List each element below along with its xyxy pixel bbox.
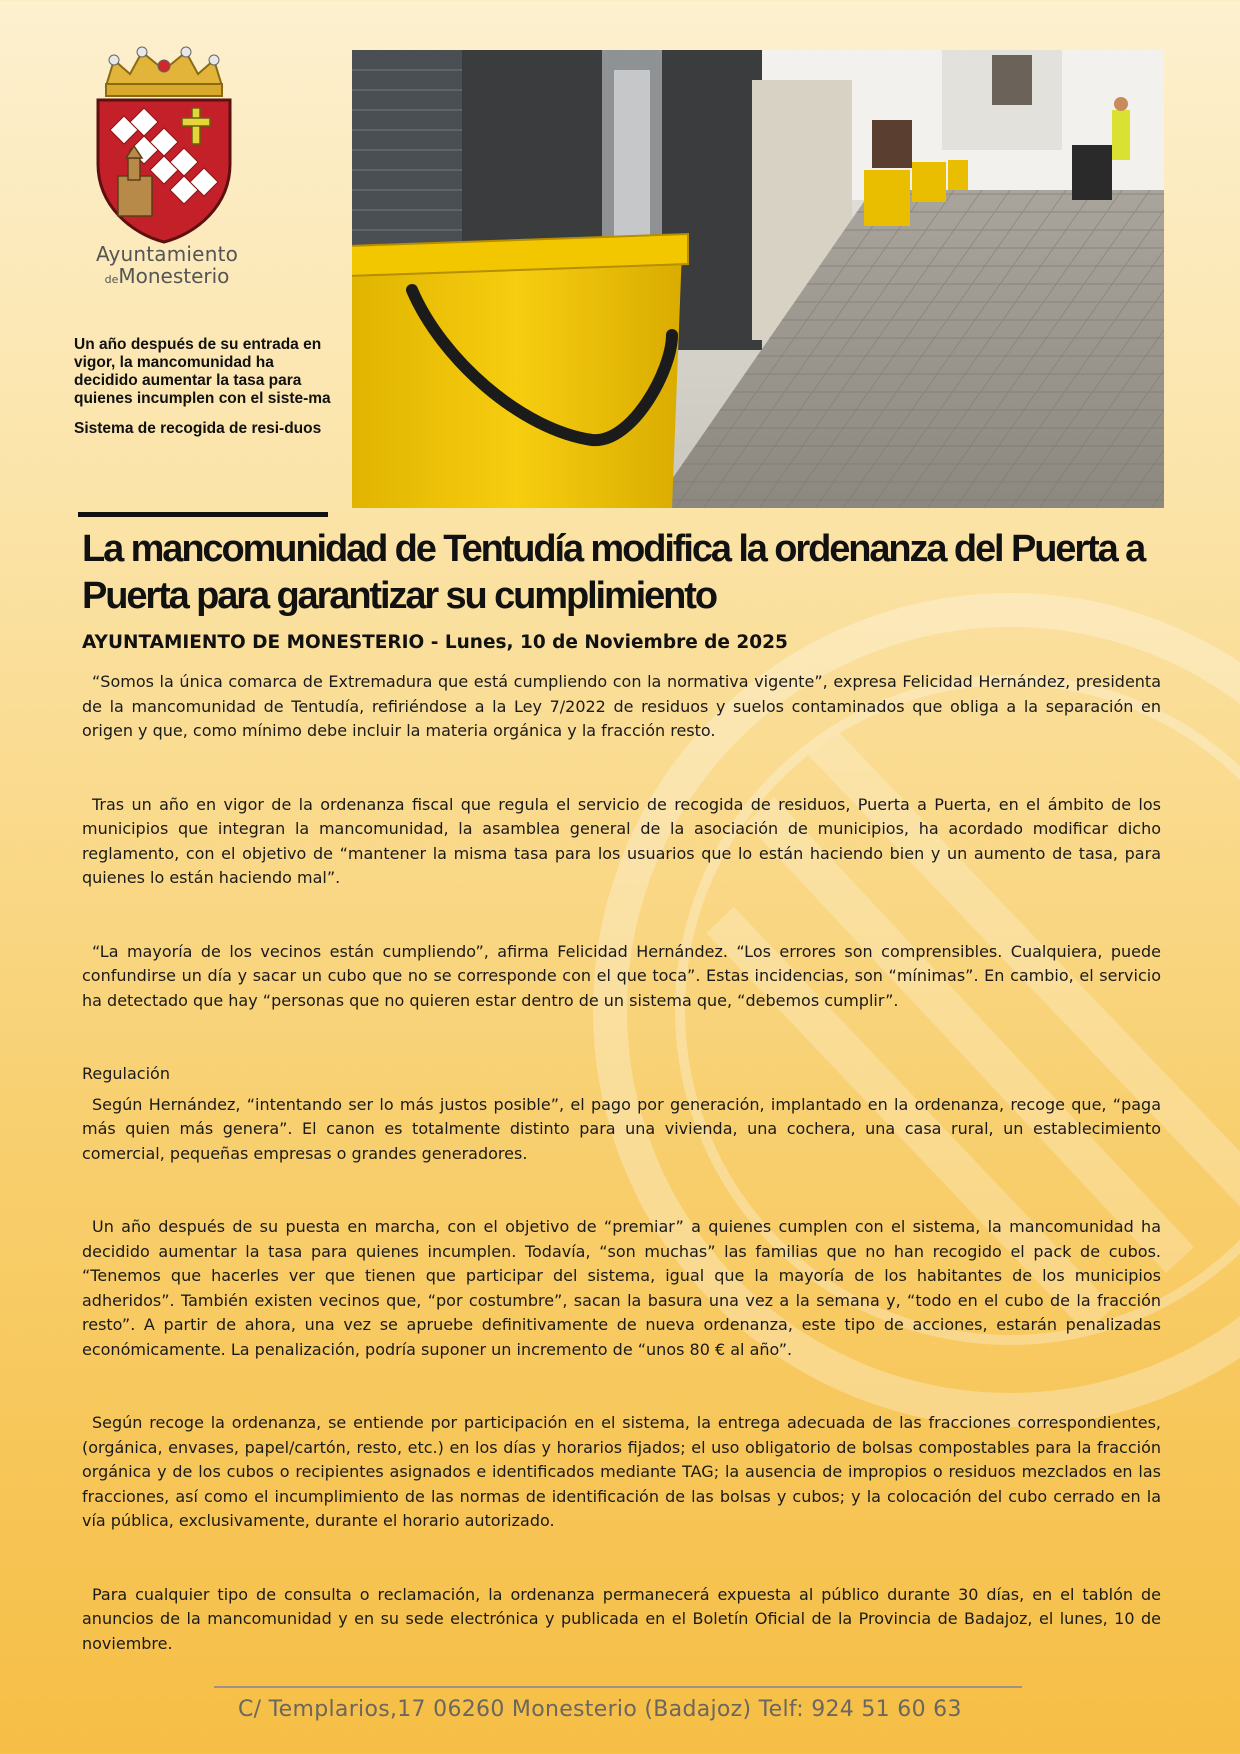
logo-text-monesterio	[92, 264, 242, 288]
headline-rule	[78, 512, 328, 517]
yellow-bin-street-photo	[352, 50, 1164, 508]
kicker-section: Sistema de recogida de resi-duos	[74, 420, 322, 437]
kicker-summary: Un año después de su entrada en vigor, la mancomunidad ha decidido aumentar la tasa para quienes incumplen con el siste-ma	[74, 336, 331, 407]
article-byline: AYUNTAMIENTO DE MONESTERIO - Lunes, 10 de Noviembre de 2025	[82, 632, 788, 653]
article-paragraph: “La mayoría de los vecinos están cumpliendo”, afirma Felicidad Hernández. “Los errores son comprensibles. Cualquiera, puede confundirse un día y sacar un cubo que no se corresponde con el que toca”. Estas incidencias, son “mínimas”. En cambio, el servicio ha detectado que hay “personas que no quieren estar dentro de un sistema que, “debemos cumplir”.	[82, 941, 1161, 1010]
article-paragraph: Según Hernández, “intentando ser lo más justos posible”, el pago por generación, implantado en la ordenanza, recoge que, “paga más quien más genera”. El canon es totalmente distinto para una vivienda, una cochera, una casa rural, un establecimiento comercial, pequeñas empresas o grandes generadores.	[82, 1094, 1161, 1163]
municipality-logo	[84, 46, 244, 296]
logo-text-ayuntamiento: Ayuntamiento	[95, 242, 239, 266]
article-photo	[352, 50, 1164, 508]
footer-divider	[214, 1686, 1022, 1688]
article-paragraph: Un año después de su puesta en marcha, con el objetivo de “premiar” a quienes cumplen con el sistema, la mancomunidad ha decidido aumentar la tasa para quienes incumplen. Todavía, “son muchas” las familias que no han recogido el pack de cubos. “Tenemos que hacerles ver que tienen que participar del sistema, igual que la mayoría de los habitantes de los municipios adheridos”. También existen vecinos que, “por costumbre”, sacan la basura una vez a la semana y, “todo en el cubo de la fracción resto”. A partir de ahora, una vez se apruebe definitivamente de nueva ordenanza, este tipo de acciones, estarán penalizadas económicamente. La penalización, podría suponer un incremento de “unos 80 € al año”.	[82, 1217, 1161, 1359]
article-paragraph: Según recoge la ordenanza, se entiende por participación en el sistema, la entrega adecuada de las fracciones correspondientes, (orgánica, envases, papel/cartón, resto, etc.) en los días y horarios fijados; el uso obligatorio de bolsas compostables para la fracción orgánica y de los cubos o recipientes asignados e identificados mediante TAG; la ausencia de impropios o residuos mezclados en las fracciones, así como el incumplimiento de las normas de identificación de las bolsas y cubos; y la colocación del cubo cerrado en la vía pública, exclusivamente, durante el horario autorizado.	[82, 1413, 1161, 1530]
article-headline: La mancomunidad de Tentudía modifica la ordenanza del Puerta a Puerta para garantizar su cumplimiento	[82, 528, 1145, 617]
footer-address: C/ Templarios,17 06260 Monesterio (Badajoz) Telf: 924 51 60 63	[238, 1697, 962, 1722]
article-paragraph: Para cualquier tipo de consulta o reclamación, la ordenanza permanecerá expuesta al público durante 30 días, en el tablón de anuncios de la mancomunidad y en su sede electrónica y publicada en el Boletín Oficial de la Provincia de Badajoz, el lunes, 10 de noviembre.	[82, 1584, 1161, 1653]
article-subheading: Regulación	[82, 1064, 170, 1083]
article-body	[82, 670, 1161, 1656]
logo-text-de: de	[104, 273, 119, 286]
article-paragraph: Tras un año en vigor de la ordenanza fiscal que regula el servicio de recogida de residuos, Puerta a Puerta, en el ámbito de los municipios que integran la mancomunidad, la asamblea general de la asociación de municipios, ha acordado modificar dicho reglamento, con el objetivo de “mantener la misma tasa para los usuarios que lo están haciendo bien y un aumento de tasa, para quienes lo están haciendo mal”.	[82, 794, 1161, 887]
logo-text-name: Monesterio	[118, 264, 230, 288]
article-paragraph: “Somos la única comarca de Extremadura que está cumpliendo con la normativa vigente”, expresa Felicidad Hernández, presidenta de la mancomunidad de Tentudía, refiriéndose a la Ley 7/2022 de residuos y suelos contaminados que obliga a la separación en origen y que, como mínimo debe incluir la materia orgánica y la fracción resto.	[82, 672, 1161, 740]
article-kicker	[74, 336, 334, 450]
coat-of-arms-icon	[84, 46, 244, 246]
